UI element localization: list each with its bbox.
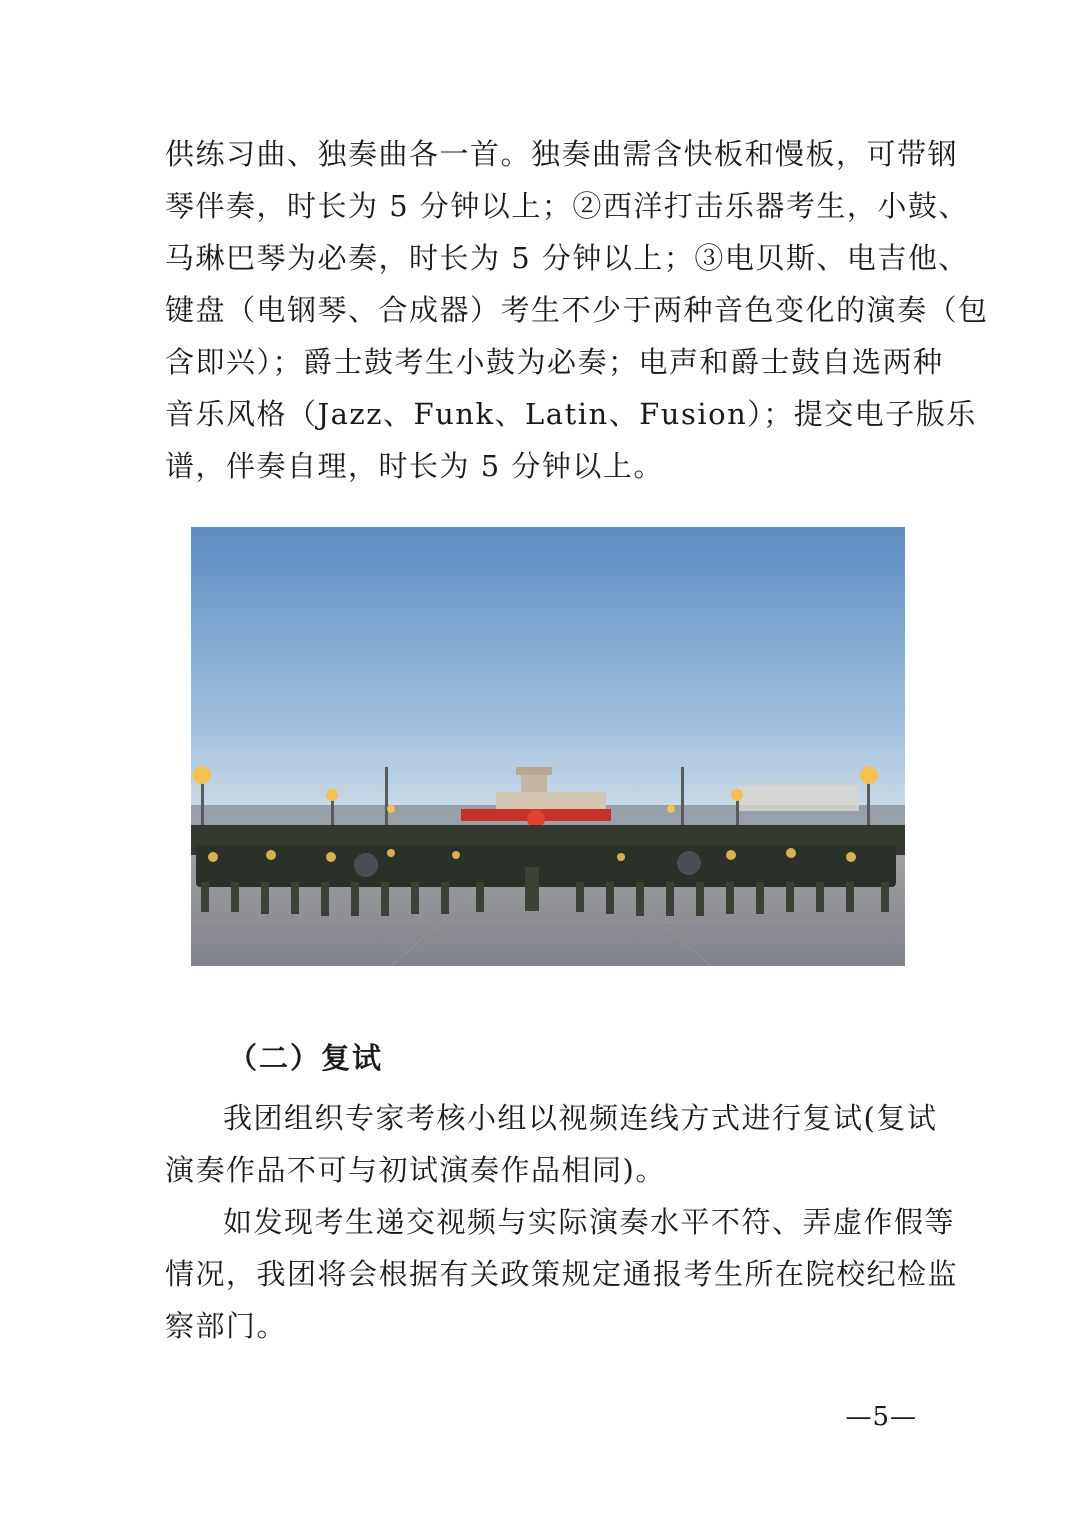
text-line: 键盘（电钢琴、合成器）考生不少于两种音色变化的演奏（包 (165, 293, 989, 327)
text-line: 情况，我团将会根据有关政策规定通报考生所在院校纪检监 (165, 1257, 959, 1291)
text-line: 我团组织专家考核小组以视频连线方式进行复试(复试 (223, 1101, 938, 1135)
page-number: —5— (845, 1402, 917, 1432)
section-heading: （二）复试 (228, 1041, 384, 1075)
text-line: 供练习曲、独奏曲各一首。独奏曲需含快板和慢板，可带钢 (165, 137, 959, 171)
text-line: 演奏作品不可与初试演奏作品相同)。 (165, 1153, 666, 1187)
text-line: 马琳巴琴为必奏，时长为 5 分钟以上；③电贝斯、电吉他、 (165, 241, 969, 275)
text-line: 音乐风格（Jazz、Funk、Latin、Fusion）；提交电子版乐 (165, 397, 977, 431)
band-square-scene (191, 527, 905, 966)
text-line: 谱，伴奏自理，时长为 5 分钟以上。 (165, 449, 664, 483)
military-band-photo (191, 527, 905, 966)
text-line: 如发现考生递交视频与实际演奏水平不符、弄虚作假等 (223, 1205, 956, 1239)
text-line: 琴伴奏，时长为 5 分钟以上；②西洋打击乐器考生，小鼓、 (165, 189, 969, 223)
text-line: 察部门。 (165, 1309, 288, 1343)
paragraph-fraud-notice (165, 1196, 959, 1352)
paragraph-second-round (165, 1092, 938, 1196)
text-line: 含即兴）；爵士鼓考生小鼓为必奏；电声和爵士鼓自选两种 (165, 345, 944, 379)
paragraph-audition-requirements (165, 128, 989, 492)
